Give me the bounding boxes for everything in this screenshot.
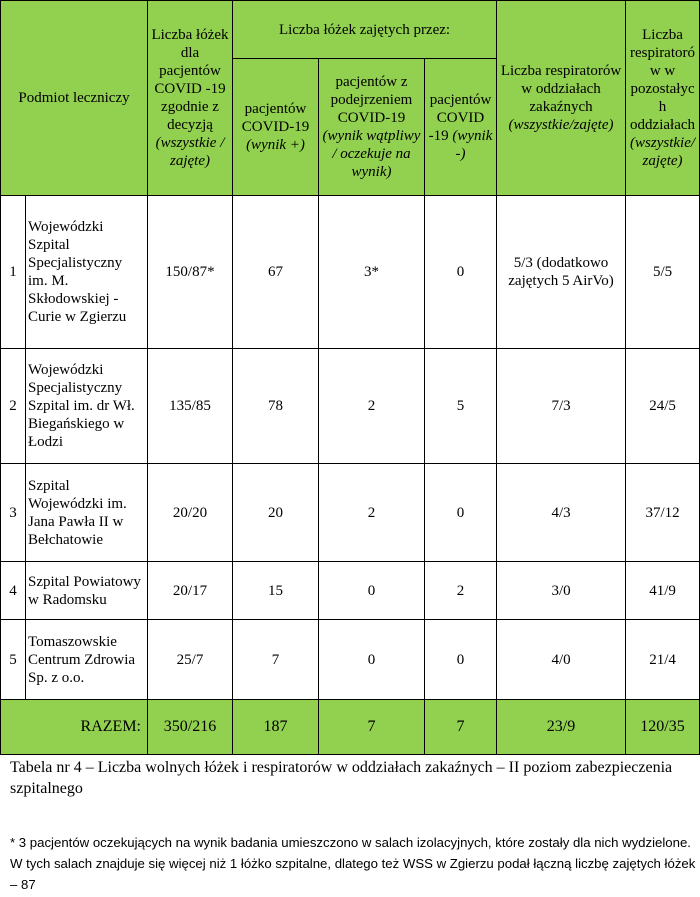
row-negative: 0 — [425, 620, 497, 700]
row-resp-infectious: 7/3 — [497, 349, 626, 464]
header-entity: Podmiot leczniczy — [1, 1, 148, 196]
row-number: 1 — [1, 196, 26, 349]
row-beds: 25/7 — [148, 620, 233, 700]
row-entity-name: Wojewódzki Specjalistyczny Szpital im. dr Wł. Biegańskiego w Łodzi — [26, 349, 148, 464]
row-beds: 20/20 — [148, 464, 233, 562]
total-positive: 187 — [233, 700, 319, 755]
row-negative: 0 — [425, 464, 497, 562]
table-caption: Tabela nr 4 – Liczba wolnych łóżek i respiratorów w oddziałach zakaźnych – II poziom zabezpieczenia szpitalnego — [10, 759, 673, 797]
row-beds: 135/85 — [148, 349, 233, 464]
header-resp-infectious: Liczba respiratorów w oddziałach zakaźnych (wszystkie/zajęte) — [497, 1, 626, 196]
row-number: 3 — [1, 464, 26, 562]
total-row — [1, 700, 700, 755]
row-entity-name: Tomaszowskie Centrum Zdrowia Sp. z o.o. — [26, 620, 148, 700]
row-positive: 78 — [233, 349, 319, 464]
total-resp-other: 120/35 — [626, 700, 700, 755]
row-beds: 150/87* — [148, 196, 233, 349]
header-resp-other: Liczba respiratorów w pozostałych oddziałach (wszystkie/zajęte) — [626, 1, 700, 196]
row-suspected: 2 — [319, 349, 425, 464]
row-positive: 20 — [233, 464, 319, 562]
header-negative: pacjentów COVID -19 (wynik -) — [425, 59, 497, 196]
header-beds: Liczba łóżek dla pacjentów COVID -19 zgodnie z decyzją (wszystkie / zajęte) — [148, 1, 233, 196]
header-positive: pacjentów COVID-19 (wynik +) — [233, 59, 319, 196]
row-resp-infectious: 4/0 — [497, 620, 626, 700]
row-number: 2 — [1, 349, 26, 464]
row-suspected: 0 — [319, 620, 425, 700]
row-negative: 2 — [425, 562, 497, 620]
total-resp-infectious: 23/9 — [497, 700, 626, 755]
row-entity-name: Szpital Powiatowy w Radomsku — [26, 562, 148, 620]
row-number: 5 — [1, 620, 26, 700]
row-resp-infectious: 3/0 — [497, 562, 626, 620]
row-suspected: 0 — [319, 562, 425, 620]
header-suspected: pacjentów z podejrzeniem COVID-19 (wynik wątpliwy / oczekuje na wynik) — [319, 59, 425, 196]
table-row — [1, 562, 700, 620]
table-row — [1, 620, 700, 700]
row-beds: 20/17 — [148, 562, 233, 620]
row-resp-infectious: 4/3 — [497, 464, 626, 562]
row-resp-other: 24/5 — [626, 349, 700, 464]
total-label: RAZEM: — [1, 700, 148, 755]
footnote: * 3 pacjentów oczekujących na wynik badania umieszczono w salach izolacyjnych, które zostały dla nich wydzielone. W tych salach znajduje się więcej niż 1 łóżko szpitalne, dlatego też WSS w Zgierzu podał łączną liczbę zajętych łóżek – 87 — [10, 835, 696, 892]
total-beds: 350/216 — [148, 700, 233, 755]
row-entity-name: Szpital Wojewódzki im. Jana Pawła II w Bełchatowie — [26, 464, 148, 562]
total-suspected: 7 — [319, 700, 425, 755]
header-occupied-by: Liczba łóżek zajętych przez: — [233, 1, 497, 59]
table-row — [1, 464, 700, 562]
row-positive: 7 — [233, 620, 319, 700]
row-negative: 0 — [425, 196, 497, 349]
row-negative: 5 — [425, 349, 497, 464]
row-entity-name: Wojewódzki Szpital Specjalistyczny im. M. Skłodowskiej - Curie w Zgierzu — [26, 196, 148, 349]
table-row — [1, 349, 700, 464]
row-resp-infectious: 5/3 (dodatkowo zajętych 5 AirVo) — [497, 196, 626, 349]
row-resp-other: 5/5 — [626, 196, 700, 349]
row-suspected: 2 — [319, 464, 425, 562]
row-suspected: 3* — [319, 196, 425, 349]
row-number: 4 — [1, 562, 26, 620]
row-positive: 15 — [233, 562, 319, 620]
row-positive: 67 — [233, 196, 319, 349]
table-row — [1, 196, 700, 349]
row-resp-other: 41/9 — [626, 562, 700, 620]
row-resp-other: 37/12 — [626, 464, 700, 562]
total-negative: 7 — [425, 700, 497, 755]
row-resp-other: 21/4 — [626, 620, 700, 700]
header-row-top — [1, 1, 700, 59]
